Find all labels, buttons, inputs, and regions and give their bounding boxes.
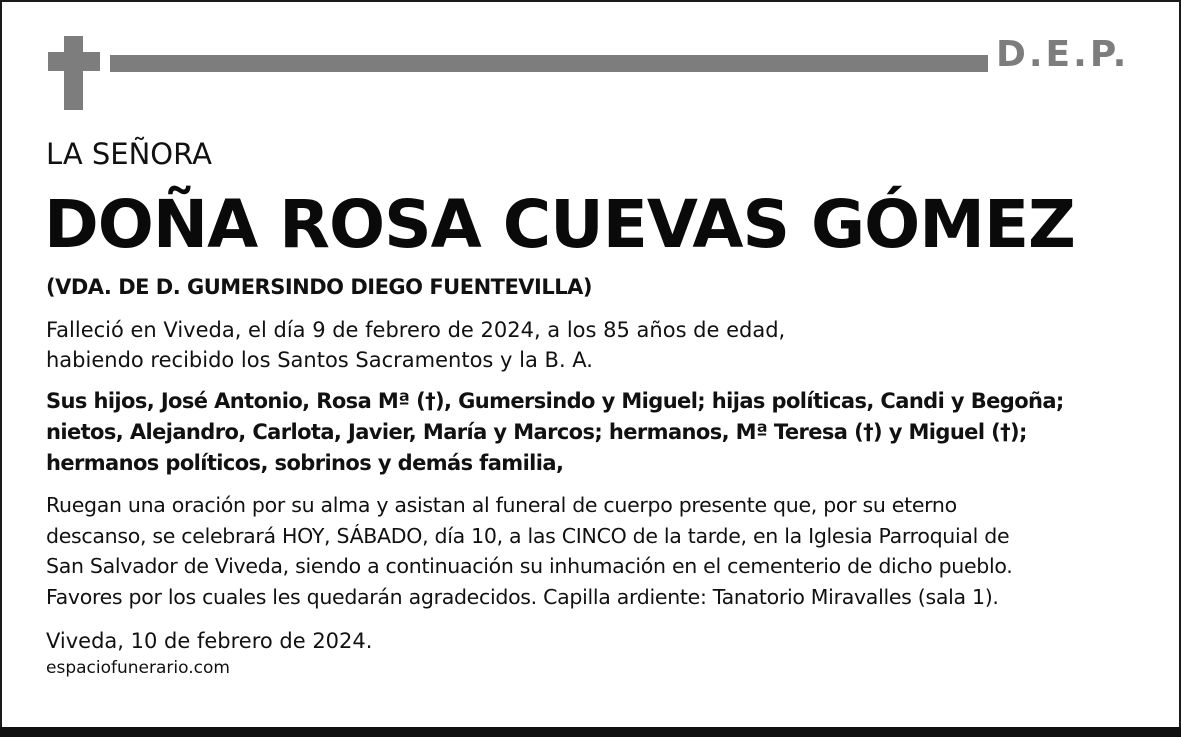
funeral-line: Ruegan una oración por su alma y asistan al funeral de cuerpo presente que, por su eterno <box>46 493 957 517</box>
deceased-name: DOÑA ROSA CUEVAS GÓMEZ <box>44 186 1075 263</box>
death-line: Falleció en Viveda, el día 9 de febrero de 2024, a los 85 años de edad, <box>46 318 786 342</box>
place-date: Viveda, 10 de febrero de 2024. <box>46 629 373 653</box>
funeral-line: San Salvador de Viveda, siendo a continuación su inhumación en el cementerio de dicho pueblo. <box>46 554 1013 578</box>
header-rule <box>110 55 988 72</box>
family-line: hermanos políticos, sobrinos y demás familia, <box>46 451 564 475</box>
dep-label: D.E.P. <box>996 34 1130 75</box>
death-statement <box>46 315 785 375</box>
funeral-line: Favores por los cuales les quedarán agradecidos. Capilla ardiente: Tanatorio Miravalles (sala 1). <box>46 584 999 609</box>
family-line: Sus hijos, José Antonio, Rosa Mª (†), Gumersindo y Miguel; hijas políticas, Candi y Begoña; <box>46 389 1064 413</box>
bottom-border <box>0 727 1181 737</box>
family-line: nietos, Alejandro, Carlota, Javier, María y Marcos; hermanos, Mª Teresa (†) y Miguel (†); <box>46 420 1027 444</box>
funeral-details <box>46 490 1013 612</box>
funeral-line: descanso, se celebrará HOY, SÁBADO, día 10, a las CINCO de la tarde, en la Iglesia Parroquial de <box>46 523 1010 548</box>
death-line: habiendo recibido los Santos Sacramentos y la B. A. <box>46 348 593 372</box>
family-list <box>46 386 1064 479</box>
website-credit: espaciofunerario.com <box>46 658 230 678</box>
intro-title: LA SEÑORA <box>46 137 212 171</box>
widow-of: (VDA. DE D. GUMERSINDO DIEGO FUENTEVILLA) <box>46 275 592 299</box>
cross-icon <box>48 36 100 110</box>
